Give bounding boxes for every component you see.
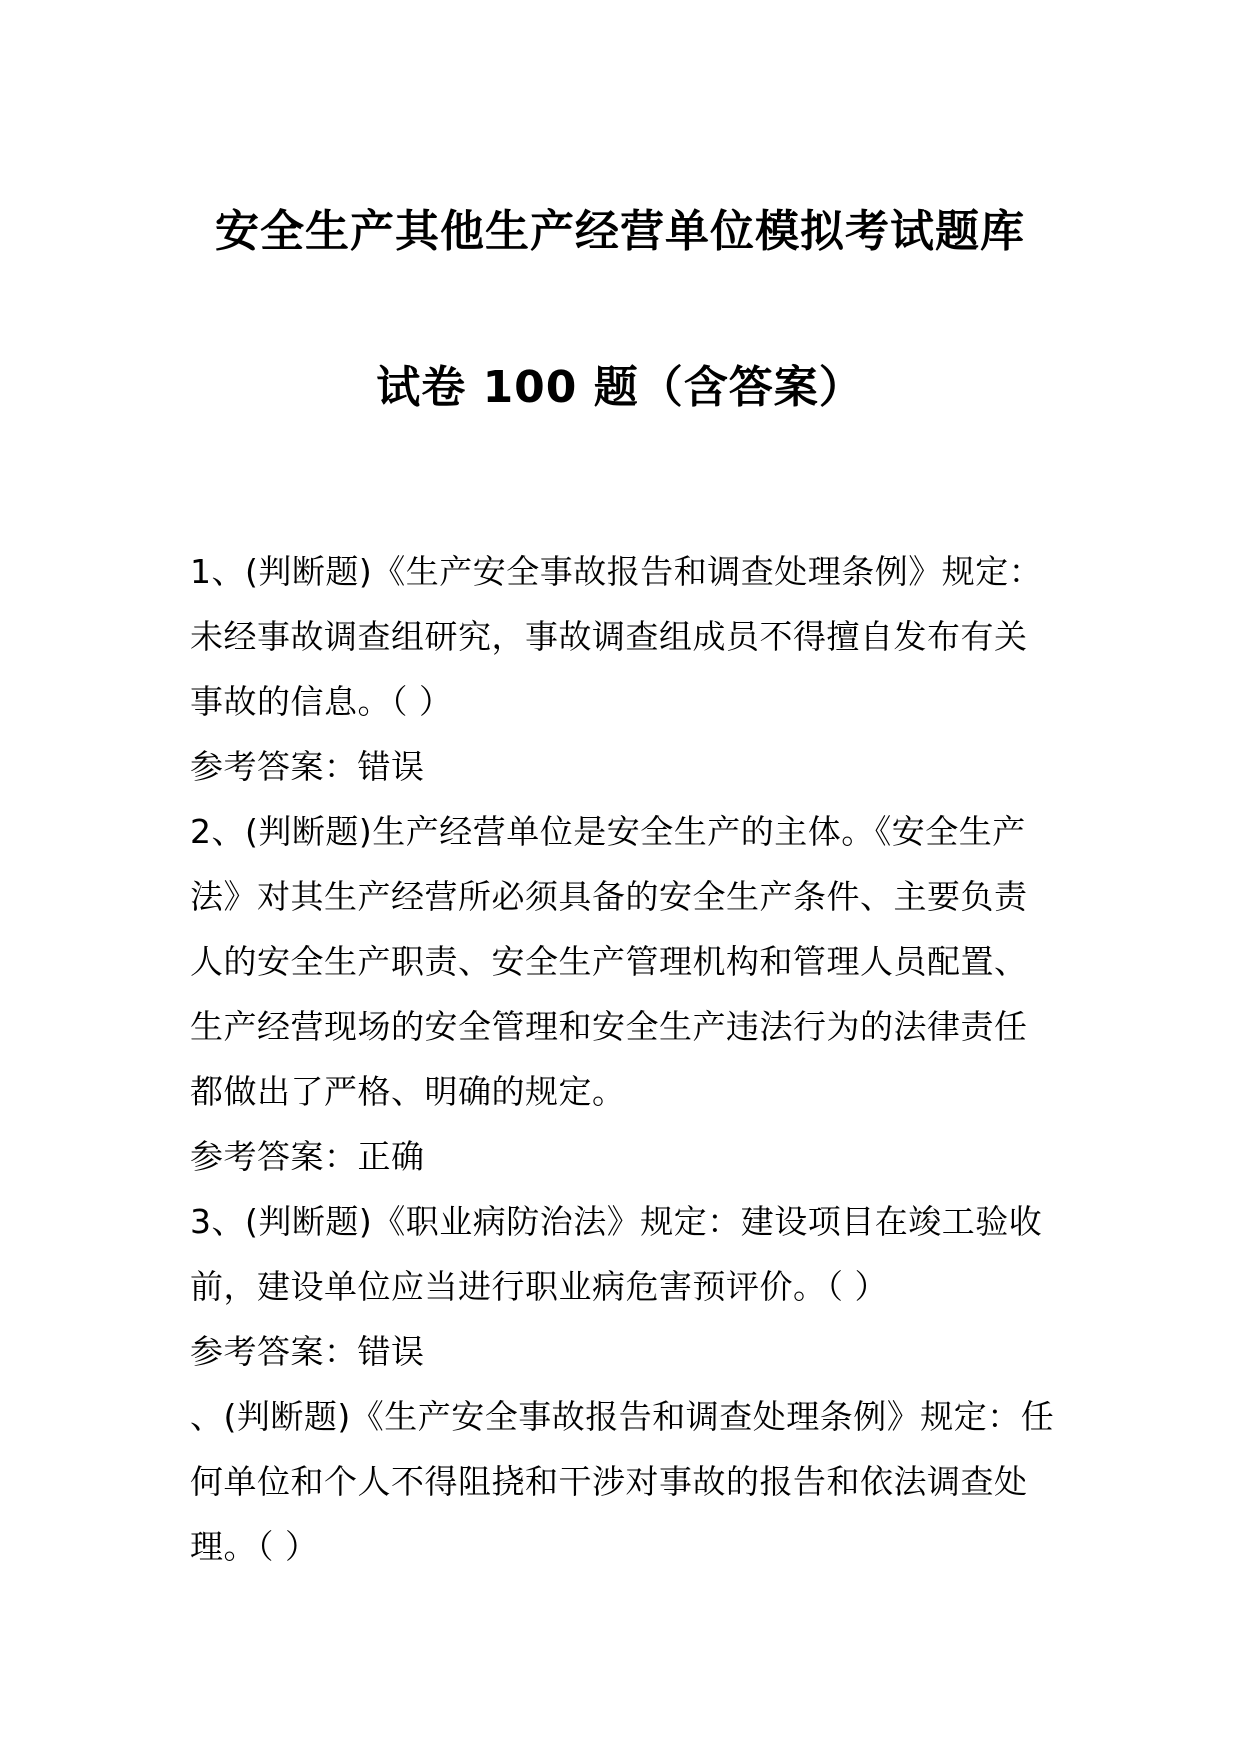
question-text-line: 1、(判断题)《生产安全事故报告和调查处理条例》规定： <box>190 552 1043 591</box>
question-text-line: 、(判断题)《生产安全事故报告和调查处理条例》规定：任 <box>190 1397 1055 1436</box>
document-subtitle: 试卷 100 题（含答案） <box>376 362 864 413</box>
reference-answer: 参考答案：错误 <box>190 747 425 786</box>
question-3 <box>190 1189 1060 1384</box>
question-text-line: 事故的信息。（ ） <box>190 682 453 721</box>
reference-answer: 参考答案：正确 <box>190 1137 425 1176</box>
question-text-line: 何单位和个人不得阻挠和干涉对事故的报告和依法调查处 <box>190 1462 1028 1501</box>
question-text-line: 理。（ ） <box>190 1527 319 1566</box>
reference-answer: 参考答案：错误 <box>190 1332 425 1371</box>
question-text-line: 人的安全生产职责、安全生产管理机构和管理人员配置、 <box>190 942 1028 981</box>
question-text-line: 生产经营现场的安全管理和安全生产违法行为的法律责任 <box>190 1007 1028 1046</box>
question-text-line: 前，建设单位应当进行职业病危害预评价。（ ） <box>190 1267 888 1306</box>
question-2 <box>190 799 1060 1189</box>
question-text-line: 2、(判断题)生产经营单位是安全生产的主体。《安全生产 <box>190 812 1026 851</box>
question-text-line: 都做出了严格、明确的规定。 <box>190 1072 626 1111</box>
question-text-line: 法》对其生产经营所必须具备的安全生产条件、主要负责 <box>190 877 1028 916</box>
question-text-line: 3、(判断题)《职业病防治法》规定：建设项目在竣工验收 <box>190 1202 1043 1241</box>
question-1 <box>190 539 1060 799</box>
question-list <box>190 539 1060 1579</box>
question-4 <box>190 1384 1060 1579</box>
document-title: 安全生产其他生产经营单位模拟考试题库 <box>215 206 1025 257</box>
question-text-line: 未经事故调查组研究，事故调查组成员不得擅自发布有关 <box>190 617 1028 656</box>
